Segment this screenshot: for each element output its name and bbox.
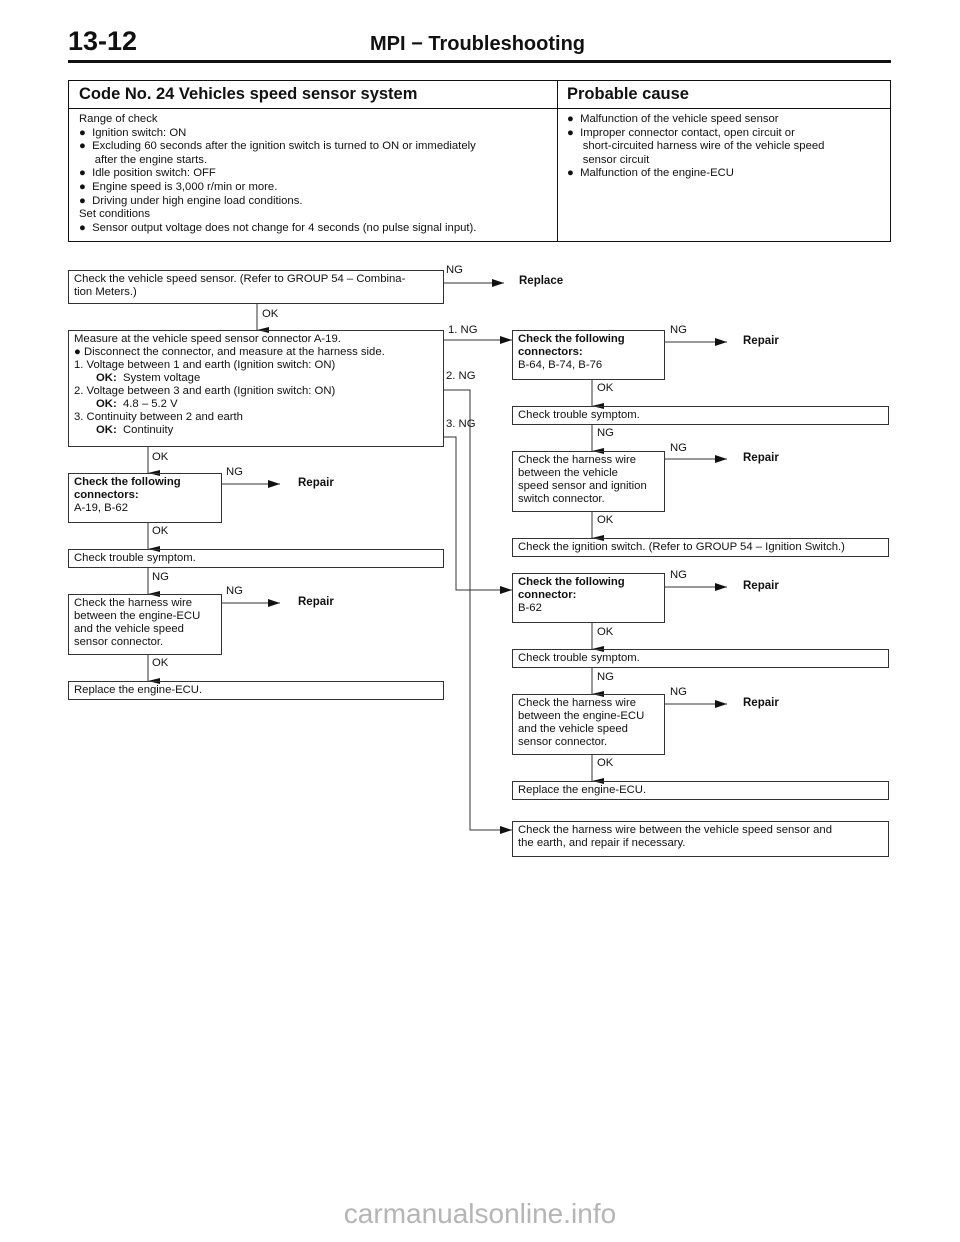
box-line: Check the harness wire: [518, 454, 637, 466]
repair-result: Repair: [298, 477, 334, 489]
table-line: ● Improper connector contact, open circuit or: [567, 126, 795, 139]
ok-label: OK: [152, 657, 169, 669]
left-replace-ecu-box: Replace the engine-ECU.: [68, 681, 444, 700]
box-line: A-19, B-62: [74, 502, 129, 514]
box-line: 3. Continuity between 2 and earth: [74, 411, 243, 423]
box-line: and the vehicle speed: [74, 623, 184, 635]
ng-label: NG: [597, 427, 614, 439]
ok-criterion-value: Continuity: [123, 424, 174, 436]
ok-criterion-value: System voltage: [123, 372, 201, 384]
ok-label: OK: [597, 382, 614, 394]
table-line: Range of check: [79, 113, 158, 125]
r1-check-connectors-box: [512, 330, 665, 380]
r2-check-connector-box: [512, 573, 665, 623]
repair-result: Repair: [743, 697, 779, 709]
check-speed-sensor-box: [68, 270, 444, 304]
ng-label: NG: [446, 264, 463, 276]
box-line: and the vehicle speed: [518, 723, 628, 735]
box-line: the earth, and repair if necessary.: [518, 837, 686, 849]
table-line: ● Engine speed is 3,000 r/min or more.: [79, 180, 278, 193]
box-line: between the vehicle: [518, 467, 618, 479]
repair-result: Repair: [298, 596, 334, 608]
page-number: 13-12: [68, 26, 138, 56]
box-line: between the engine-ECU: [518, 710, 645, 722]
ng-label: NG: [597, 671, 614, 683]
table-line: sensor circuit: [567, 153, 650, 166]
box-line: connectors:: [518, 346, 583, 358]
box-line: 1. Voltage between 1 and earth (Ignition switch: ON): [74, 359, 336, 371]
ok-criterion-label: OK:: [96, 424, 117, 436]
box-line: Check the following: [518, 333, 625, 345]
left-harness-box: [68, 594, 222, 655]
repair-result: Repair: [743, 452, 779, 464]
r1-ignition-switch-box: Check the ignition switch. (Refer to GROUP 54 – Ignition Switch.): [512, 538, 889, 557]
ng-label: NG: [670, 686, 687, 698]
box-line: ● Disconnect the connector, and measure at the harness side.: [74, 346, 385, 358]
box-line: B-64, B-74, B-76: [518, 359, 603, 371]
ng-label: NG: [670, 324, 687, 336]
box-line: sensor connector.: [518, 736, 608, 748]
box-line: speed sensor and ignition: [518, 480, 647, 492]
ok-label: OK: [152, 525, 169, 537]
box-line: Check the vehicle speed sensor. (Refer to GROUP 54 – Combina-: [74, 273, 406, 285]
box-line: Check the harness wire: [74, 597, 193, 609]
ok-label: OK: [597, 626, 614, 638]
table-line: ● Excluding 60 seconds after the ignition switch is turned to ON or immediately: [79, 140, 476, 153]
ng-label: NG: [226, 466, 243, 478]
table-line: short-circuited harness wire of the vehicle speed: [567, 140, 825, 153]
r1-trouble-symptom-box: Check trouble symptom.: [512, 406, 889, 425]
r3-harness-earth-box: [512, 821, 889, 857]
table-line: ● Idle position switch: OFF: [79, 167, 216, 180]
table-line: after the engine starts.: [79, 153, 208, 166]
ng-label: NG: [670, 569, 687, 581]
ng-label: NG: [670, 442, 687, 454]
box-line: Check the following: [74, 476, 181, 488]
ng-label: NG: [226, 585, 243, 597]
box-line: between the engine-ECU: [74, 610, 201, 622]
box-line: Check the harness wire: [518, 697, 637, 709]
ok-criterion-label: OK:: [96, 398, 117, 410]
r1-harness-box: [512, 451, 665, 512]
box-line: Check the harness wire between the vehicle speed sensor and: [518, 824, 832, 836]
box-line: tion Meters.): [74, 286, 137, 298]
ok-criterion-value: 4.8 – 5.2 V: [123, 398, 178, 410]
repair-result: Repair: [743, 335, 779, 347]
replace-result: Replace: [519, 275, 564, 287]
table-line: ● Driving under high engine load conditions.: [79, 194, 303, 207]
ng2-label: 2. NG: [446, 370, 476, 382]
box-line: Measure at the vehicle speed sensor connector A-19.: [74, 333, 341, 345]
r2-replace-ecu-box: Replace the engine-ECU.: [512, 781, 889, 800]
box-line: connector:: [518, 589, 577, 601]
ng3-label: 3. NG: [446, 418, 476, 430]
box-line: switch connector.: [518, 493, 605, 505]
left-check-connectors-box: [68, 473, 222, 523]
ok-label: OK: [597, 757, 614, 769]
ng-label: NG: [152, 571, 169, 583]
box-line: Check the following: [518, 576, 625, 588]
code-header: Code No. 24 Vehicles speed sensor system: [79, 85, 418, 103]
ok-label: OK: [152, 451, 169, 463]
table-line: ● Sensor output voltage does not change for 4 seconds (no pulse signal input).: [79, 221, 477, 234]
ok-criterion-label: OK:: [96, 372, 117, 384]
table-line: ● Malfunction of the vehicle speed sensor: [567, 113, 779, 125]
watermark: carmanualsonline.info: [343, 1198, 617, 1229]
box-line: 2. Voltage between 3 and earth (Ignition switch: ON): [74, 385, 336, 397]
box-line: sensor connector.: [74, 636, 164, 648]
ng1-label: 1. NG: [448, 324, 478, 336]
measure-connector-box: [68, 330, 444, 447]
page-title: MPI − Troubleshooting: [370, 33, 585, 55]
ok-label: OK: [597, 514, 614, 526]
r2-trouble-symptom-box: Check trouble symptom.: [512, 649, 889, 668]
box-line: B-62: [518, 602, 542, 614]
r2-harness-box: [512, 694, 665, 755]
probable-cause-header: Probable cause: [567, 85, 689, 103]
table-line: ● Ignition switch: ON: [79, 126, 187, 139]
table-line: Set conditions: [79, 208, 150, 221]
box-line: connectors:: [74, 489, 139, 501]
ok-label: OK: [262, 308, 279, 320]
repair-result: Repair: [743, 580, 779, 592]
left-trouble-symptom-box: Check trouble symptom.: [68, 549, 444, 568]
table-line: ● Malfunction of the engine-ECU: [567, 167, 734, 180]
